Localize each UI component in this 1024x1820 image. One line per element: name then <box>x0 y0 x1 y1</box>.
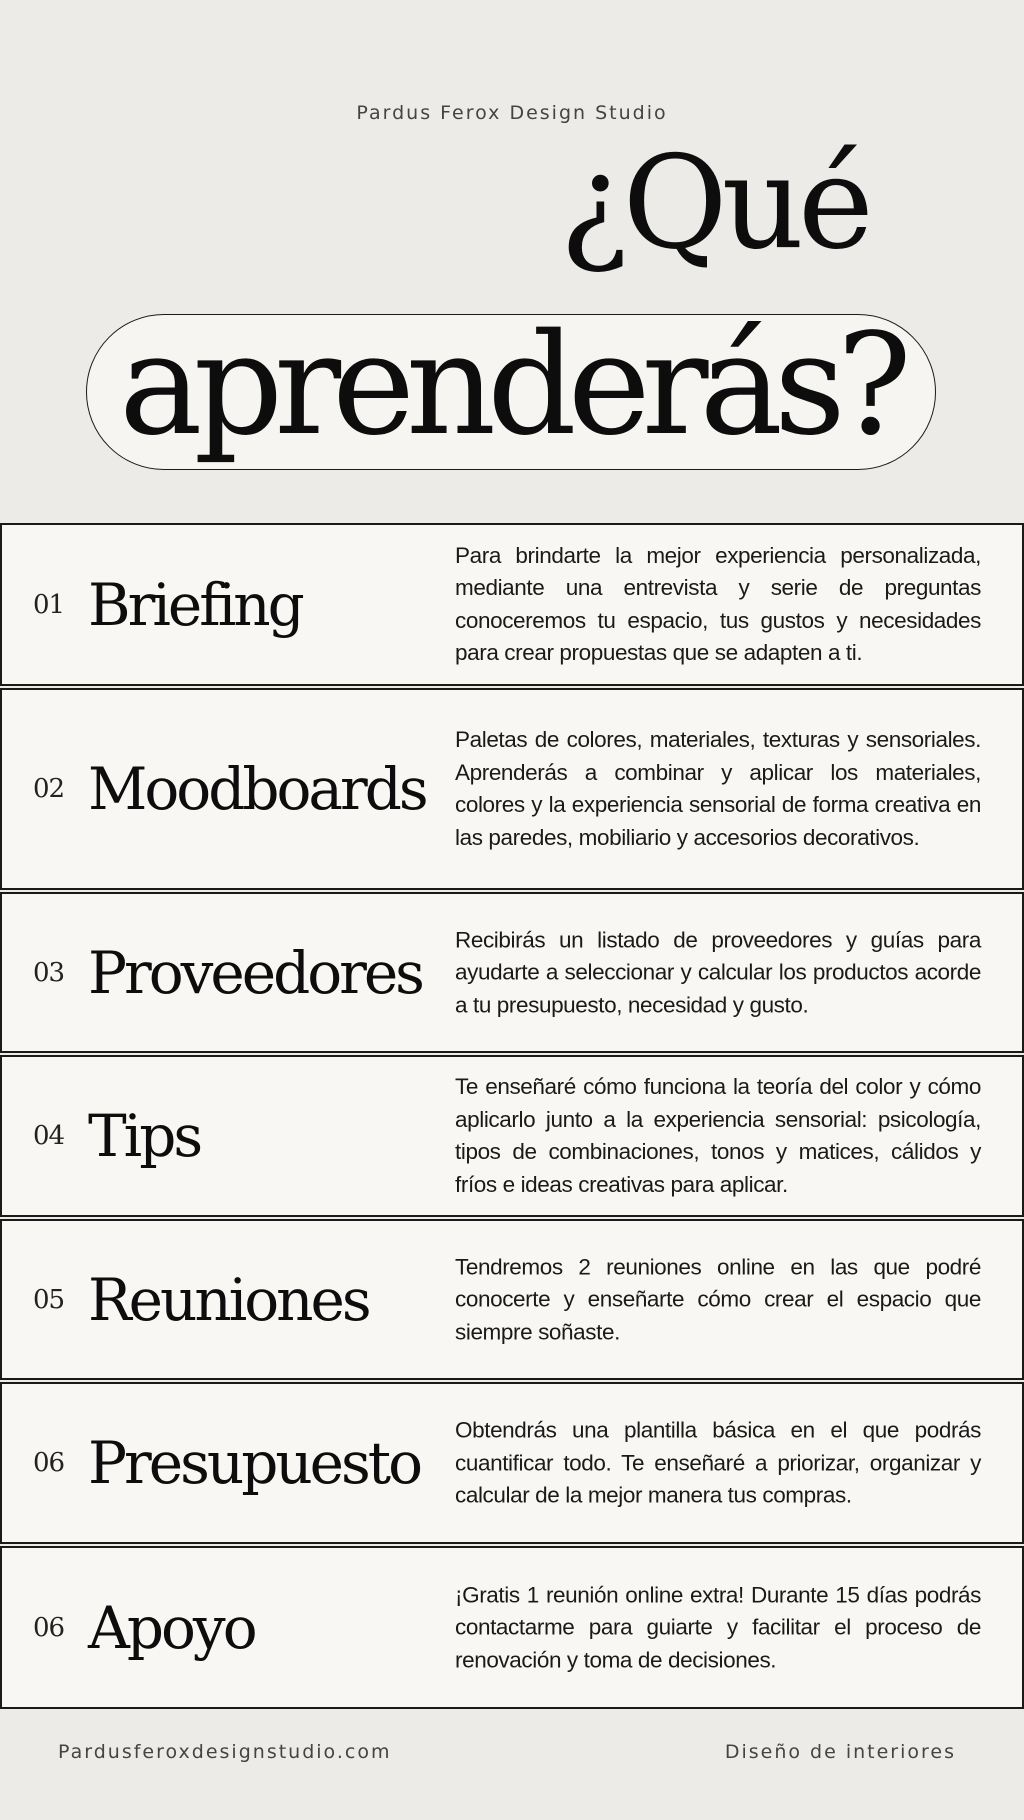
topic-description: Obtendrás una plantilla básica en el que podrás cuantificar todo. Te enseñaré a priorizar, organizar y calcular de la mejor manera tus compras. <box>455 1417 981 1508</box>
topic-title: Presupuesto <box>88 1429 420 1497</box>
topic-number: 06 <box>33 1612 65 1643</box>
topic-description: Para brindarte la mejor experiencia personalizada, mediante una entrevista y serie de preguntas conoceremos tu espacio, tus gustos y necesidades para crear propuestas que se adapten a ti. <box>455 542 981 665</box>
title-line-2: aprenderás? <box>119 304 903 467</box>
topic-title: Reuniones <box>88 1265 369 1334</box>
topic-title: Briefing <box>88 570 302 639</box>
topic-description: ¡Gratis 1 reunión online extra! Durante 15 días podrás contactarme para guiarte y facilitar el proceso de renovación y toma de decisiones. <box>455 1581 981 1672</box>
topic-number: 04 <box>33 1121 65 1151</box>
topic-description: Paletas de colores, materiales, texturas y sensoriales. Aprenderás a combinar y aplicar los materiales, colores y la experiencia sensorial de forma creativa en las paredes, mobiliario y accesorios decorativos. <box>455 727 981 850</box>
topic-title: Moodboards <box>88 755 426 823</box>
website-link[interactable]: Pardusferoxdesignstudio.com <box>58 1741 392 1763</box>
footer-tagline: Diseño de interiores <box>724 1741 956 1763</box>
topic-row-apoyo <box>0 1546 1024 1709</box>
topic-number: 05 <box>33 1284 65 1315</box>
title-line-1: ¿Qué <box>560 129 868 278</box>
topic-description: Tendremos 2 reuniones online en las que podré conocerte y enseñarte cómo crear el espacio que siempre soñaste. <box>455 1253 981 1344</box>
topic-number: 03 <box>33 957 65 988</box>
topic-number: 06 <box>33 1448 65 1478</box>
topic-row-proveedores <box>0 892 1024 1053</box>
studio-name: Pardus Ferox Design Studio <box>356 102 668 124</box>
topic-title: Proveedores <box>88 938 422 1007</box>
topic-title: Apoyo <box>88 1593 255 1662</box>
topic-row-reuniones <box>0 1219 1024 1380</box>
topic-row-briefing <box>0 523 1024 686</box>
topic-number: 02 <box>33 774 65 804</box>
topic-number: 01 <box>33 589 65 620</box>
topic-row-tips <box>0 1055 1024 1217</box>
topic-row-presupuesto <box>0 1382 1024 1544</box>
topic-list <box>0 523 1024 1711</box>
topic-description: Te enseñaré cómo funciona la teoría del color y cómo aplicarlo junto a la experiencia sensorial: psicología, tipos de combinaciones, tonos y matices, cálidos y fríos e ideas creativas para aplicar. <box>455 1074 981 1197</box>
topic-title: Tips <box>88 1102 201 1170</box>
topic-row-moodboards <box>0 688 1024 890</box>
topic-description: Recibirás un listado de proveedores y guías para ayudarte a seleccionar y calcular los productos acorde a tu presupuesto, necesidad y gusto. <box>455 926 981 1017</box>
